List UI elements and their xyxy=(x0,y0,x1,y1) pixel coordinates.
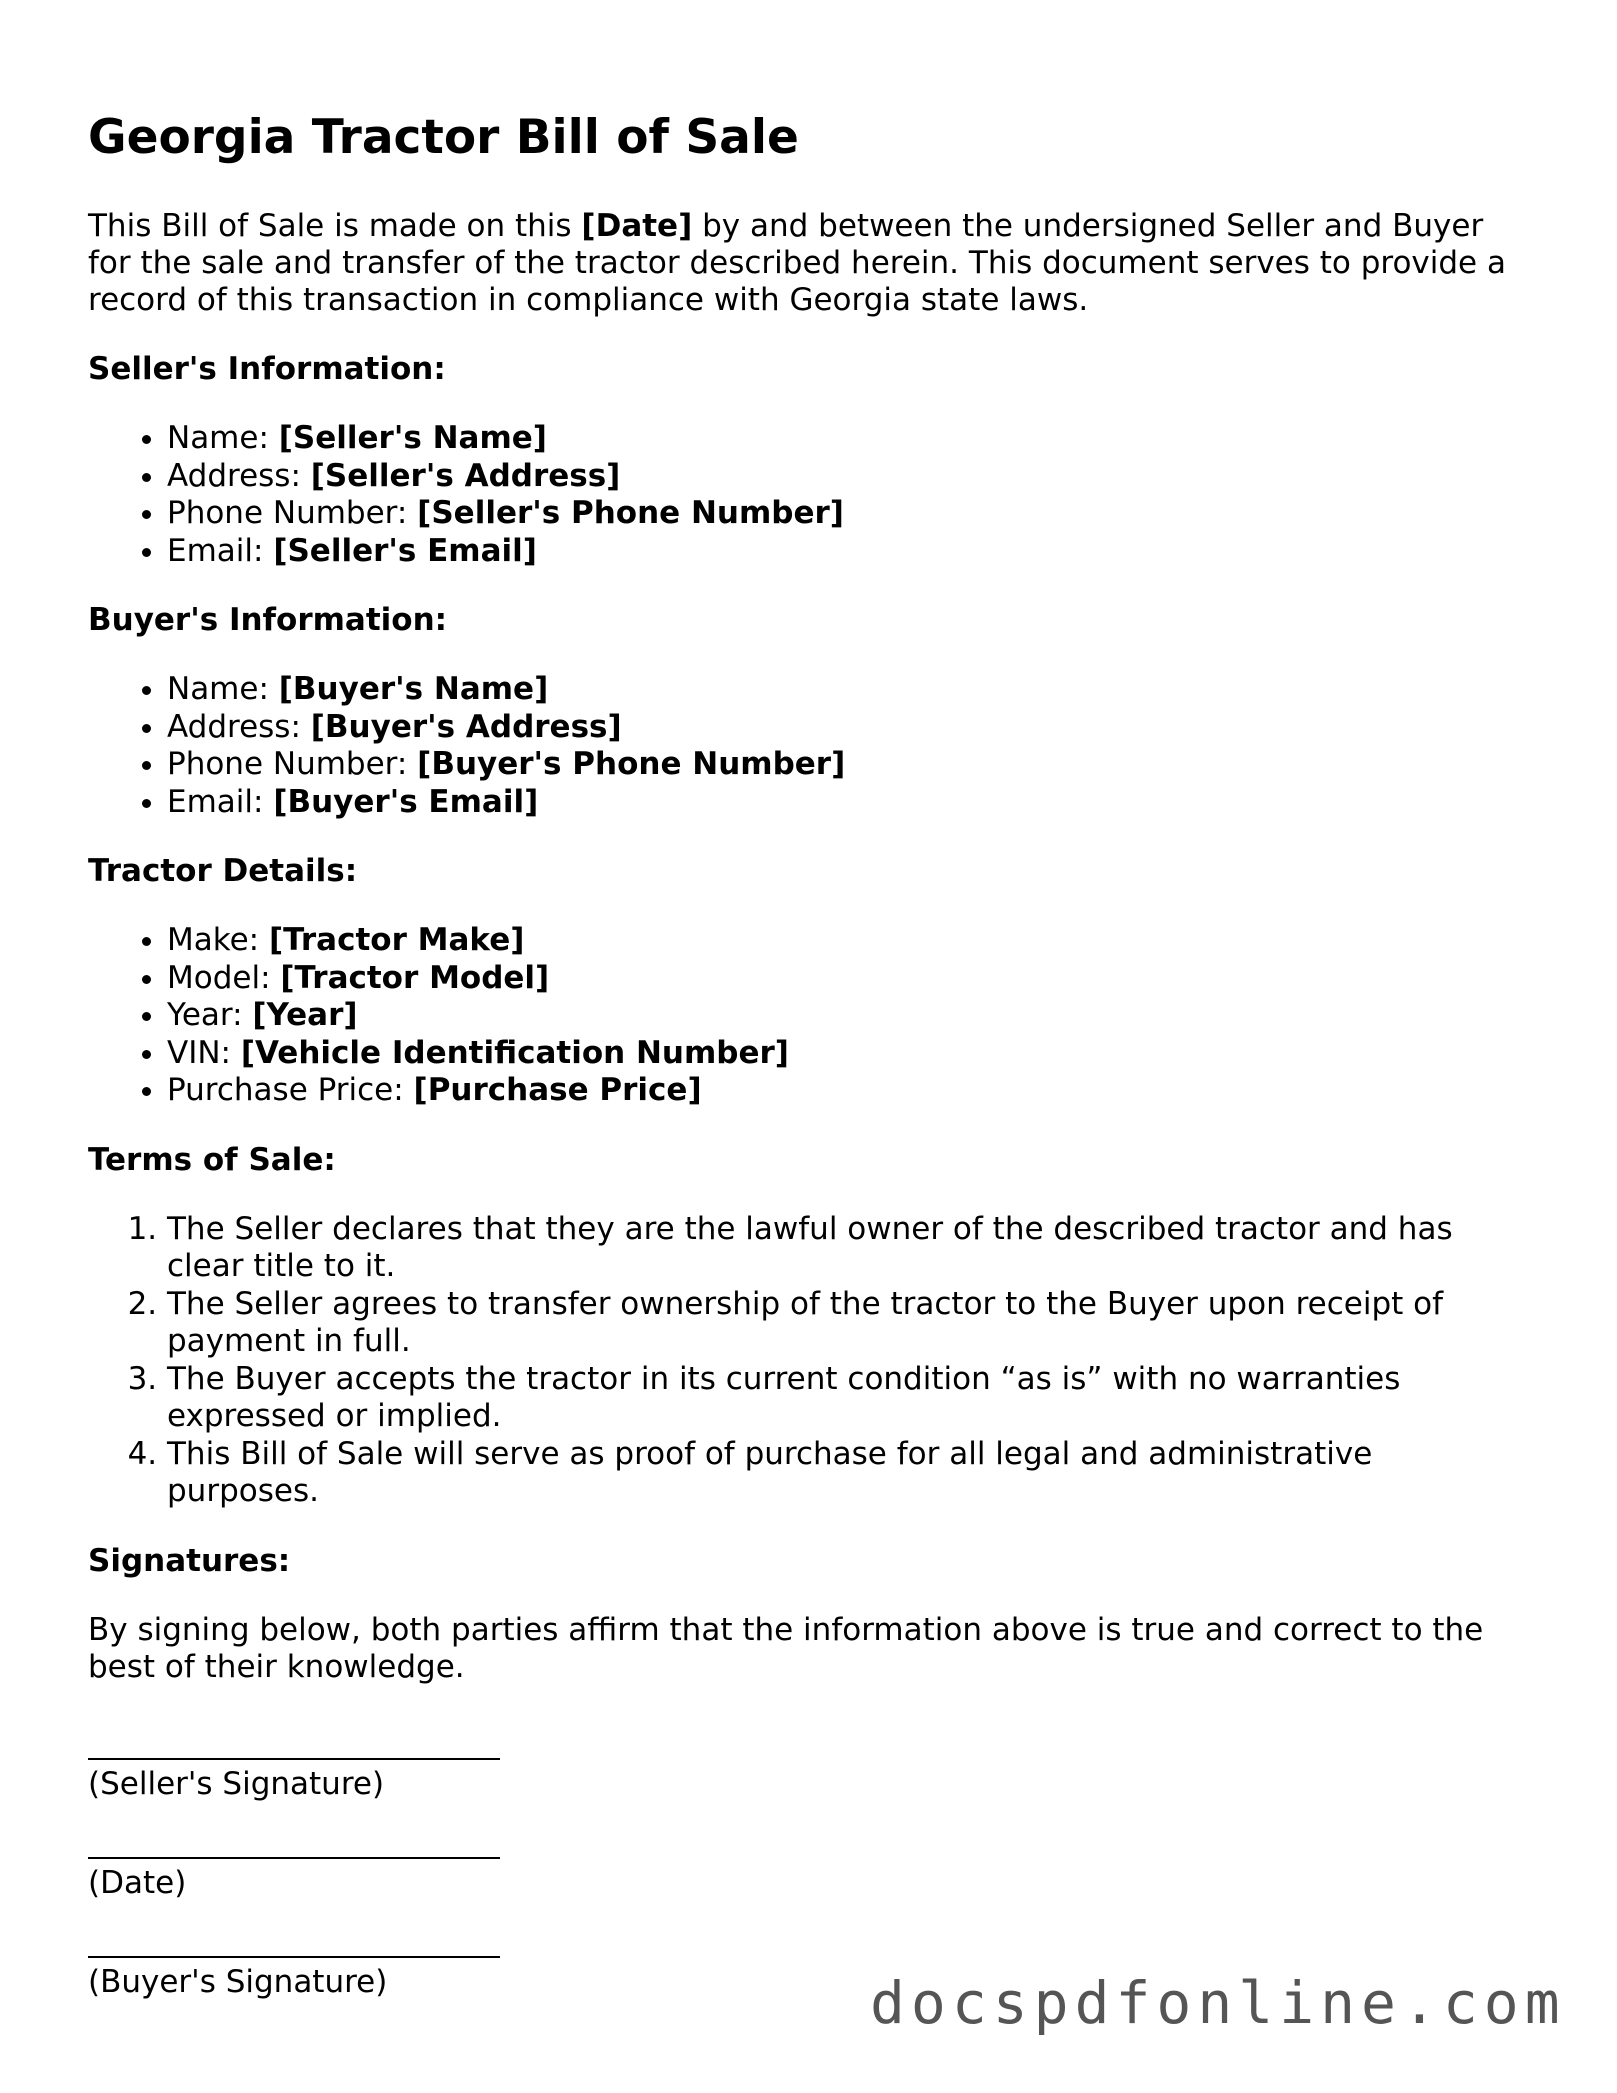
document-page xyxy=(88,106,1528,2033)
field-placeholder: [Seller's Name] xyxy=(278,420,547,456)
signature-line xyxy=(88,1835,500,1859)
field-placeholder: [Buyer's Name] xyxy=(278,671,549,707)
field-placeholder: [Buyer's Address] xyxy=(310,708,622,745)
list-item: 1. The Seller declares that they are the lawful owner of the described tractor and has clear title to it. xyxy=(167,1211,1528,1286)
field-label: Phone Number: xyxy=(167,746,418,782)
list-item: 3. The Buyer accepts the tractor in its current condition “as is” with no warranties expressed or implied. xyxy=(167,1361,1528,1436)
intro-text-end: by and between the undersigned Seller and Buyer for the sale and transfer of the tractor described herein. This document serves to provide a record of this transaction in compliance with Georgia state laws. xyxy=(88,208,1506,318)
list-item xyxy=(167,922,1528,960)
tractor-details-list xyxy=(88,922,1528,1110)
signature-label: (Buyer's Signature) xyxy=(88,1963,388,2000)
field-label: Year: xyxy=(167,997,253,1033)
field-label: Make: xyxy=(167,922,269,958)
list-item xyxy=(167,960,1528,998)
list-item: 2. The Seller agrees to transfer ownership of the tractor to the Buyer upon receipt of payment in full. xyxy=(167,1286,1528,1361)
field-label: Model: xyxy=(167,959,281,996)
field-placeholder: [Buyer's Email] xyxy=(273,783,539,820)
list-item xyxy=(167,709,1528,747)
tractor-heading: Tractor Details: xyxy=(88,853,358,889)
field-placeholder: [Buyer's Phone Number] xyxy=(417,746,846,782)
field-label: Purchase Price: xyxy=(167,1072,414,1108)
document-title: Georgia Tractor Bill of Sale xyxy=(88,110,799,165)
signature-label: (Date) xyxy=(88,1864,187,1901)
list-item xyxy=(167,1035,1528,1073)
intro-date-placeholder: [Date] xyxy=(581,208,693,244)
list-item xyxy=(167,746,1528,784)
field-label: Email: xyxy=(167,783,274,820)
seller-info-list xyxy=(88,420,1528,570)
field-label: Address: xyxy=(167,708,311,745)
seller-signature xyxy=(88,1736,1528,1803)
field-placeholder: [Vehicle Identification Number] xyxy=(240,1034,789,1071)
field-placeholder: [Seller's Phone Number] xyxy=(417,495,844,531)
signature-line xyxy=(88,1736,500,1760)
field-placeholder: [Purchase Price] xyxy=(413,1072,702,1108)
field-placeholder: [Seller's Email] xyxy=(273,532,537,569)
field-placeholder: [Tractor Model] xyxy=(280,959,550,996)
field-label: Email: xyxy=(167,532,274,569)
terms-list xyxy=(88,1211,1528,1511)
field-label: Address: xyxy=(167,457,311,494)
terms-heading: Terms of Sale: xyxy=(88,1141,336,1178)
list-item xyxy=(167,495,1528,533)
seller-heading: Seller's Information: xyxy=(88,351,446,387)
list-item xyxy=(167,1072,1528,1110)
list-item: 4. This Bill of Sale will serve as proof of purchase for all legal and administrative purposes. xyxy=(167,1436,1528,1511)
signature-line xyxy=(88,1934,500,1958)
field-label: Name: xyxy=(167,671,279,707)
list-item xyxy=(167,997,1528,1035)
field-label: Phone Number: xyxy=(167,495,418,531)
signatures-heading: Signatures: xyxy=(88,1542,291,1579)
buyer-heading: Buyer's Information: xyxy=(88,602,448,638)
list-item xyxy=(167,784,1528,822)
field-label: VIN: xyxy=(167,1034,241,1071)
field-placeholder: [Year] xyxy=(252,997,358,1033)
list-item xyxy=(167,671,1528,709)
field-label: Name: xyxy=(167,420,279,456)
list-item xyxy=(167,458,1528,496)
date-signature xyxy=(88,1835,1528,1902)
buyer-info-list xyxy=(88,671,1528,821)
signature-label: (Seller's Signature) xyxy=(88,1765,385,1802)
field-placeholder: [Tractor Make] xyxy=(268,922,525,958)
list-item xyxy=(167,420,1528,458)
signatures-statement: By signing below, both parties affirm that the information above is true and correct to the best of their knowledge. xyxy=(88,1611,1484,1685)
watermark-text: docspdfonline.com xyxy=(870,1969,1566,2037)
intro-text-start: This Bill of Sale is made on this xyxy=(88,208,582,244)
list-item xyxy=(167,533,1528,571)
intro-paragraph xyxy=(88,208,1528,319)
field-placeholder: [Seller's Address] xyxy=(310,457,621,494)
signature-block xyxy=(88,1736,1528,2001)
